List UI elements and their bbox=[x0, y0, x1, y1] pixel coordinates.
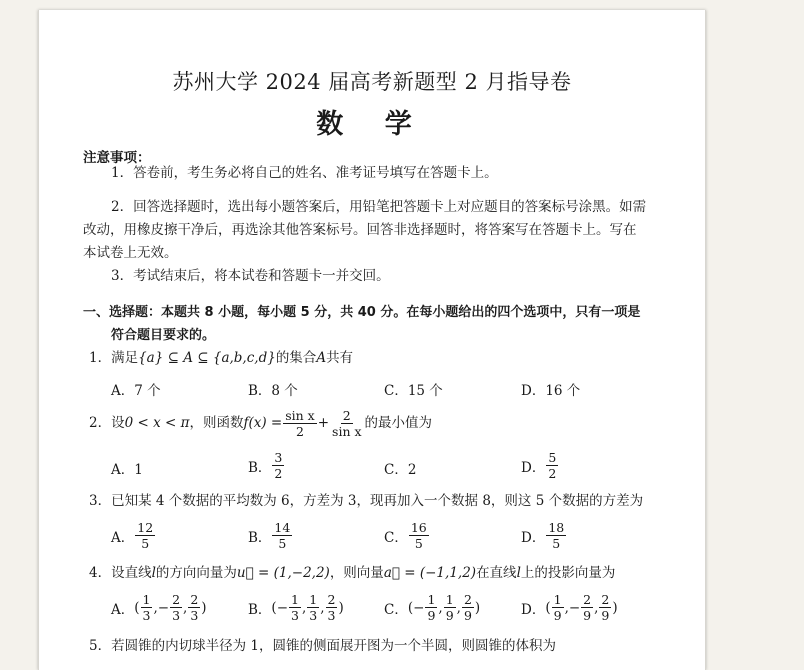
numerator: 12 bbox=[137, 520, 154, 535]
math-expression: 0 < x < π bbox=[124, 415, 190, 431]
denominator: 9 bbox=[445, 608, 454, 623]
paren: ( bbox=[134, 599, 140, 616]
option-label: A． bbox=[111, 529, 135, 546]
denominator: 3 bbox=[142, 608, 151, 623]
denominator: 5 bbox=[414, 536, 423, 551]
denominator: 3 bbox=[309, 608, 318, 623]
numerator: 2 bbox=[583, 592, 592, 607]
question-number: 3． bbox=[89, 493, 112, 509]
option-label: C． bbox=[384, 529, 408, 546]
fraction bbox=[141, 592, 153, 623]
option-label: D． bbox=[521, 459, 546, 476]
note-item-3: 3．考试结束后，将本试卷和答题卡一并交回。 bbox=[111, 268, 390, 284]
option-a: A．1 bbox=[111, 462, 143, 478]
denominator: 9 bbox=[601, 608, 610, 623]
denominator: 9 bbox=[463, 608, 472, 623]
numerator: 1 bbox=[291, 592, 299, 607]
option-a bbox=[111, 520, 156, 551]
note-item-2-line-3: 本试卷上无效。 bbox=[83, 245, 178, 261]
note-item-2-line-1: 2．回答选择题时，选出每小题答案后，用铅笔把答题卡上对应题目的答案标号涂黑。如需 bbox=[111, 199, 647, 215]
fraction bbox=[170, 592, 182, 623]
option-label: B． bbox=[248, 529, 272, 546]
numerator: 1 bbox=[309, 592, 318, 607]
option-b: B．8 个 bbox=[248, 383, 298, 399]
question-number: 1． bbox=[89, 350, 112, 366]
stem-text: 的方向向量为 bbox=[155, 565, 237, 581]
math-variable: A bbox=[316, 350, 327, 366]
option-c bbox=[384, 592, 480, 623]
numerator: 2 bbox=[327, 592, 336, 607]
option-d: D．16 个 bbox=[521, 383, 581, 399]
numerator: 18 bbox=[548, 520, 565, 535]
fraction bbox=[409, 520, 429, 551]
paren: ) bbox=[474, 599, 481, 616]
sign: , bbox=[438, 599, 443, 616]
option-label: D． bbox=[521, 601, 546, 618]
section-1-heading-cont: 符合题目要求的。 bbox=[111, 328, 216, 343]
option-c: C．2 bbox=[384, 462, 417, 478]
paren: ( bbox=[545, 599, 551, 616]
sign: , bbox=[320, 599, 325, 616]
stem-text: ，则函数 bbox=[189, 415, 244, 431]
paren: ( bbox=[407, 599, 414, 616]
fraction bbox=[444, 592, 456, 623]
numerator: 2 bbox=[463, 592, 472, 607]
fraction bbox=[546, 520, 566, 551]
stem-text: ，则向量 bbox=[329, 565, 384, 581]
option-d bbox=[521, 592, 618, 623]
stem-text: 在直线 bbox=[476, 565, 517, 581]
stem-text: 满足 bbox=[111, 350, 139, 366]
fraction bbox=[552, 592, 564, 623]
stem-text: 的集合 bbox=[275, 350, 317, 366]
fraction bbox=[289, 592, 301, 623]
plus-sign: + bbox=[317, 415, 330, 431]
option-label: A． bbox=[111, 601, 135, 618]
question-1-stem bbox=[89, 347, 353, 370]
numerator: 2 bbox=[190, 592, 199, 607]
math-function: f(x) = bbox=[243, 415, 283, 431]
fraction bbox=[272, 450, 284, 481]
denominator: 9 bbox=[427, 608, 436, 623]
stem-text: 的最小值为 bbox=[364, 415, 433, 431]
numerator: 2 bbox=[601, 592, 610, 607]
denominator: 2 bbox=[548, 466, 557, 481]
fraction bbox=[272, 520, 292, 551]
denominator: 5 bbox=[278, 536, 287, 551]
document-page bbox=[38, 10, 706, 670]
question-number: 5． bbox=[89, 638, 112, 654]
option-label: C． bbox=[384, 601, 408, 618]
math-variable: l bbox=[516, 565, 521, 581]
numerator: 3 bbox=[274, 450, 283, 465]
fraction bbox=[283, 408, 317, 439]
denominator: 2 bbox=[295, 424, 304, 439]
denominator: 3 bbox=[190, 608, 199, 623]
section-1-heading: 一、选择题：本题共 8 小题，每小题 5 分，共 40 分。在每小题给出的四个选项中，只有一项是 bbox=[83, 305, 641, 320]
numerator: 5 bbox=[548, 450, 557, 465]
question-number: 4． bbox=[89, 565, 112, 581]
sign: − bbox=[276, 599, 289, 616]
fraction bbox=[425, 592, 437, 623]
numerator: 1 bbox=[142, 592, 151, 607]
option-b bbox=[248, 450, 285, 481]
denominator: 2 bbox=[274, 466, 283, 481]
fraction bbox=[307, 592, 319, 623]
option-b bbox=[248, 592, 344, 623]
stem-text: 设直线 bbox=[111, 565, 152, 581]
stem-text: 若圆锥的内切球半径为 1，圆锥的侧面展开图为一个半圆，则圆锥的体积为 bbox=[111, 638, 556, 654]
numerator: 2 bbox=[172, 592, 181, 607]
denominator: sin x bbox=[332, 424, 362, 439]
math-variable: l bbox=[151, 565, 156, 581]
math-expression: a⃗ = (−1,1,2) bbox=[383, 565, 477, 581]
denominator: 3 bbox=[291, 608, 299, 623]
subject-heading: 数 学 bbox=[316, 109, 428, 140]
denominator: 9 bbox=[583, 608, 592, 623]
option-label: B． bbox=[248, 459, 272, 476]
denominator: 9 bbox=[553, 608, 562, 623]
paren: ( bbox=[271, 599, 277, 616]
stem-text: 上的投影向量为 bbox=[520, 565, 616, 581]
fraction bbox=[462, 592, 474, 623]
question-5-stem bbox=[89, 635, 556, 658]
denominator: 5 bbox=[552, 536, 561, 551]
sign: ,− bbox=[153, 599, 170, 616]
option-c bbox=[384, 520, 430, 551]
denominator: 5 bbox=[141, 536, 150, 551]
math-expression: u⃗ = (1,−2,2) bbox=[236, 565, 330, 581]
question-number: 2． bbox=[89, 415, 112, 431]
numerator: 1 bbox=[445, 592, 454, 607]
sign: , bbox=[456, 599, 461, 616]
sign: − bbox=[413, 599, 425, 616]
paren: ) bbox=[338, 599, 344, 616]
stem-text: 共有 bbox=[326, 350, 354, 366]
paren: ) bbox=[201, 599, 207, 616]
option-a bbox=[111, 592, 207, 623]
fraction bbox=[330, 408, 364, 439]
denominator: 3 bbox=[172, 608, 181, 623]
note-item-2-line-2: 改动，用橡皮擦干净后，再选涂其他答案标号。回答非选择题时，将答案写在答题卡上。写在 bbox=[83, 222, 637, 238]
question-2-stem bbox=[89, 408, 432, 439]
option-b bbox=[248, 520, 293, 551]
stem-text: 设 bbox=[111, 415, 125, 431]
option-c: C．15 个 bbox=[384, 383, 443, 399]
sign: ,− bbox=[564, 599, 581, 616]
option-label: D． bbox=[521, 529, 546, 546]
question-3-stem bbox=[89, 490, 643, 513]
fraction bbox=[546, 450, 558, 481]
numerator: 2 bbox=[342, 408, 351, 423]
numerator: 1 bbox=[427, 592, 436, 607]
numerator: sin x bbox=[285, 408, 315, 423]
fraction bbox=[599, 592, 611, 623]
paren: ) bbox=[612, 599, 618, 616]
numerator: 14 bbox=[274, 520, 291, 535]
option-a: A．7 个 bbox=[111, 383, 161, 399]
sign: , bbox=[301, 599, 307, 616]
fraction bbox=[188, 592, 200, 623]
numerator: 1 bbox=[553, 592, 562, 607]
stem-text: 已知某 4 个数据的平均数为 6，方差为 3，现再加入一个数据 8，则这 5 个数据的方差为 bbox=[111, 493, 644, 509]
math-expression: {a} ⊆ A ⊆ {a,b,c,d} bbox=[138, 350, 276, 366]
numerator: 16 bbox=[410, 520, 427, 535]
fraction bbox=[326, 592, 338, 623]
question-4-stem bbox=[89, 562, 615, 585]
sign: , bbox=[183, 599, 188, 616]
denominator: 3 bbox=[327, 608, 336, 623]
option-d bbox=[521, 450, 559, 481]
sign: , bbox=[594, 599, 599, 616]
fraction bbox=[135, 520, 155, 551]
fraction bbox=[581, 592, 593, 623]
option-d bbox=[521, 520, 567, 551]
document-title: 苏州大学 2024 届高考新题型 2 月指导卷 bbox=[172, 70, 572, 94]
option-label: B． bbox=[248, 601, 272, 618]
notes-heading: 注意事项： bbox=[83, 150, 151, 166]
note-item-1: 1．答卷前，考生务必将自己的姓名、准考证号填写在答题卡上。 bbox=[111, 165, 498, 181]
